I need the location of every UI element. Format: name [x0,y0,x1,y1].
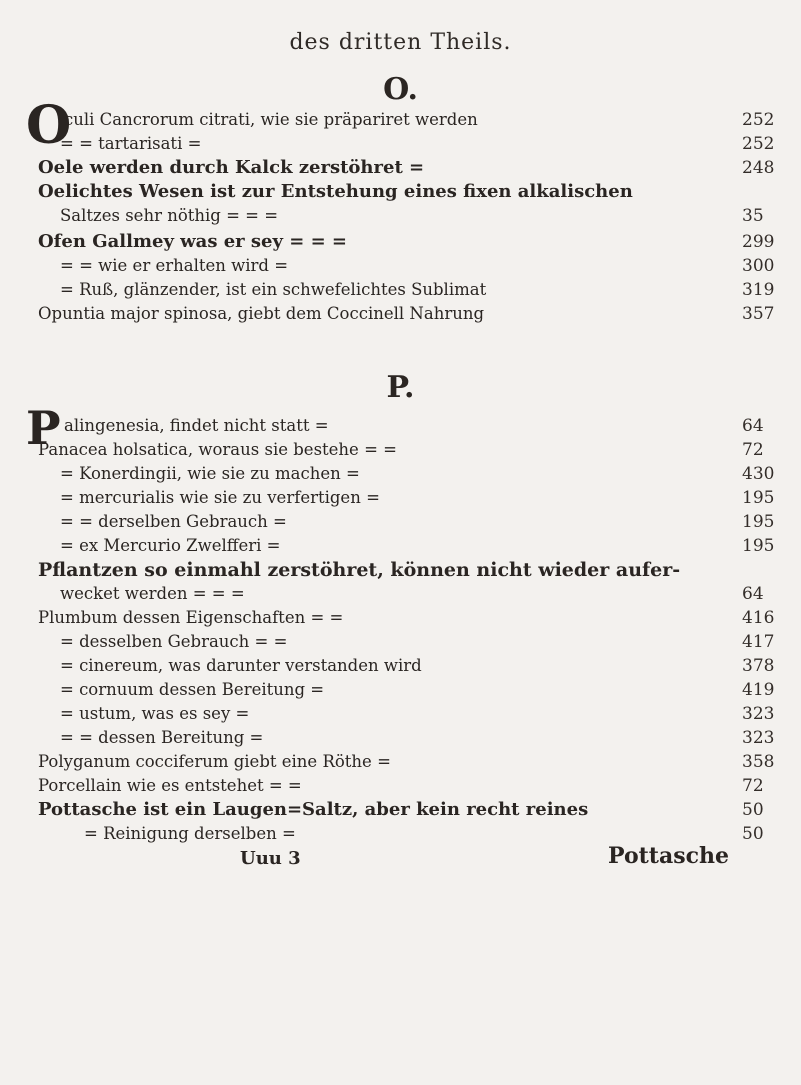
entry-text: = = dessen Bereitung = [60,728,264,747]
index-entry [0,726,801,750]
entry-page: 417 [742,632,775,652]
index-entry [0,774,801,798]
entry-text: = cinereum, was darunter verstanden wird [60,656,422,675]
entry-text: = desselben Gebrauch = = [60,632,288,651]
entry-text: Ofen Gallmey was er sey = = = [38,231,348,252]
index-entry [0,180,801,204]
entry-page: 195 [742,512,775,532]
entry-text: Plumbum dessen Eigenschaften = = [38,608,344,627]
entry-page: 430 [742,464,775,484]
entry-text: = = tartarisati = [60,134,202,153]
entry-page: 72 [742,776,764,796]
index-entry [0,302,801,326]
entry-page: 195 [742,488,775,508]
entry-text: = Ruß, glänzender, ist ein schwefelichtes Sublimat [60,280,487,299]
entry-page: 378 [742,656,775,676]
running-head: des dritten Theils. [289,30,512,55]
index-entry [0,654,801,678]
entry-page: 50 [742,800,764,820]
entry-page: 252 [742,110,775,130]
entry-page: 319 [742,280,775,300]
entry-text: Oele werden durch Kalck zerstöhret = [38,157,425,178]
entry-page: 64 [742,584,764,604]
entry-page: 252 [742,134,775,154]
entry-text: Pottasche ist ein Laugen=Saltz, aber kein recht reines [38,799,589,820]
signature-mark: Uuu 3 [240,848,301,869]
section-heading-o: O. [383,72,418,107]
index-entry [0,486,801,510]
entry-page: 72 [742,440,764,460]
entry-page: 50 [742,824,764,844]
dropcap-p: P [26,401,61,455]
index-entry [0,582,801,606]
catchword: Pottasche [608,843,729,869]
index-entry [0,510,801,534]
entry-text: = mercurialis wie sie zu verfertigen = [60,488,380,507]
index-entry [0,558,801,582]
index-entry [0,678,801,702]
index-entry [0,750,801,774]
index-entry [0,702,801,726]
entry-page: 64 [742,416,764,436]
entry-text: culi Cancrorum citrati, wie sie präpariret werden [64,110,478,129]
entry-page: 358 [742,752,775,772]
entry-text: Polyganum cocciferum giebt eine Röthe = [38,752,391,771]
entry-text: Saltzes sehr nöthig = = = [60,206,279,225]
index-entry [0,438,801,462]
index-entry [0,606,801,630]
index-entry [0,534,801,558]
entry-page: 35 [742,206,764,226]
entry-text: Pflantzen so einmahl zerstöhret, können nicht wieder aufer- [38,559,681,581]
entry-page: 323 [742,728,775,748]
entry-text: Opuntia major spinosa, giebt dem Coccinell Nahrung [38,304,485,323]
entry-text: = cornuum dessen Bereitung = [60,680,325,699]
section-heading-p: P. [386,370,415,405]
entry-page: 300 [742,256,775,276]
entry-text: wecket werden = = = [60,584,245,603]
index-entry [0,462,801,486]
entry-text: Oelichtes Wesen ist zur Entstehung eines fixen alkalischen [38,181,633,202]
entry-page: 357 [742,304,775,324]
entry-page: 416 [742,608,775,628]
entry-text: Panacea holsatica, woraus sie bestehe = = [38,440,397,459]
index-entry [0,230,801,254]
index-entry [0,204,801,228]
index-entry [0,414,801,438]
entry-text: = Reinigung derselben = [84,824,296,843]
entry-text: = Konerdingii, wie sie zu machen = [60,464,360,483]
index-entry [0,254,801,278]
entry-page: 419 [742,680,775,700]
entry-page: 299 [742,232,775,252]
entry-text: = ustum, was es sey = [60,704,250,723]
entry-text: = = derselben Gebrauch = [60,512,287,531]
dropcap-o: O [26,95,72,156]
entry-page: 195 [742,536,775,556]
index-entry [0,156,801,180]
entry-text: alingenesia, findet nicht statt = [64,416,329,435]
index-entry [0,108,801,132]
index-entry [0,798,801,822]
entry-page: 323 [742,704,775,724]
entry-text: Porcellain wie es entstehet = = [38,776,302,795]
index-entry [0,278,801,302]
index-entry [0,630,801,654]
entry-text: = = wie er erhalten wird = [60,256,289,275]
entry-text: = ex Mercurio Zwelfferi = [60,536,281,555]
entry-page: 248 [742,158,775,178]
index-entry [0,132,801,156]
